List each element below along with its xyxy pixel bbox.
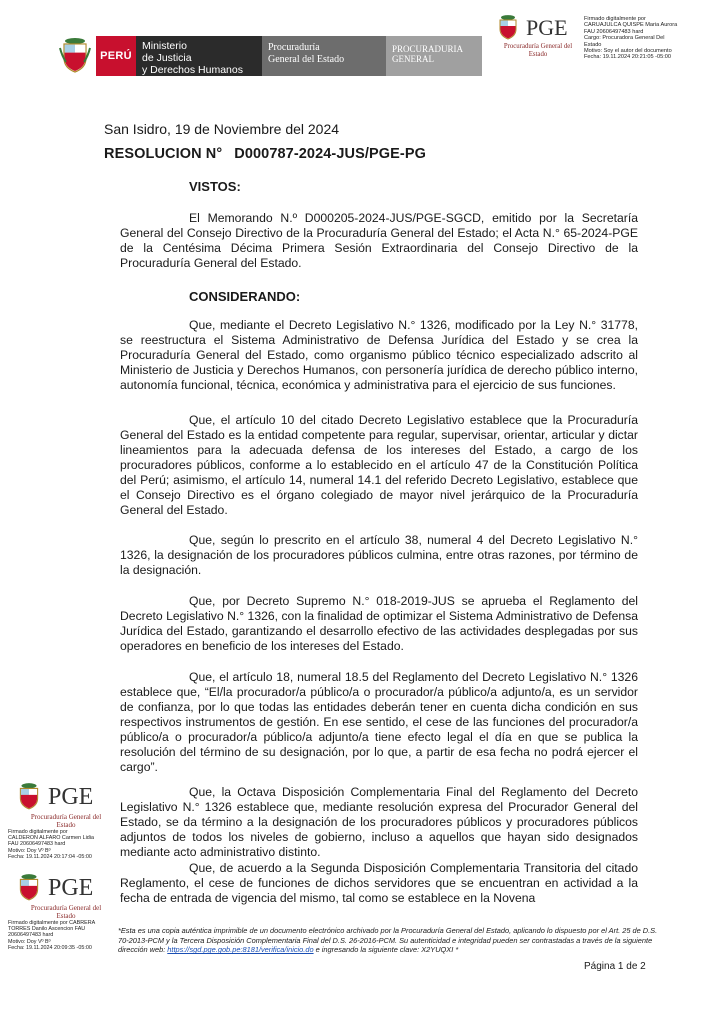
signature-left-2 <box>8 873 118 959</box>
considerando-paragraph-1: Que, mediante el Decreto Legislativo N.° 1326, modificado por la Ley N.° 31778, se reestructura el Sistema Administrativo de Defensa Jurídica del Estado y se crea la Procuraduría General del Estado, como organismo público técnico especializado adscrito al Ministerio de Justicia y Derechos Humanos, con personería jurídica de derecho público interno, autonomía funcional, técnica, económica y administrativa para el ejercicio de sus funciones. <box>120 318 638 392</box>
pge-subtitle-line-2: Estado <box>56 821 76 829</box>
peru-label: PERÚ <box>96 36 136 76</box>
page-number: Página 1 de 2 <box>584 961 646 972</box>
procuraduria-line-1: Procuraduría <box>268 42 320 53</box>
procuraduria-label <box>262 36 386 76</box>
pge-logo-left-1 <box>16 782 116 828</box>
ministry-line-1: Ministerio <box>142 40 187 52</box>
procuraduria-general-label <box>386 36 482 76</box>
pge-logo <box>496 14 580 62</box>
pge-acronym: PGE <box>526 15 568 40</box>
pge-subtitle-line-2: Estado <box>528 51 548 58</box>
considerando-heading: CONSIDERANDO: <box>189 289 301 304</box>
pge-subtitle <box>16 813 116 829</box>
resolution-number: D000787-2024-JUS/PGE-PG <box>234 146 426 162</box>
footer-note-key: e ingresando la siguiente clave: X2YUQXI * <box>313 945 459 955</box>
signature-left-1 <box>8 782 118 862</box>
considerando-paragraph-2: Que, el artículo 10 del citado Decreto Legislativo establece que la Procuraduría General del Estado es la entidad competente para regular, supervisar, orientar, articular y dictar lineamientos para la adecuada defensa de los intereses del Estado, a cargo de los procuradores públicos, conforme a lo establecido en el artículo 47 de la Constitución Política del Perú; asimismo, el artículo 14, numeral 14.1 del referido Decreto Legislativo, establece que el Consejo Directivo es el órgano colegiado de mayor nivel jerárquico de la Procuraduría General del Estado. <box>120 413 638 517</box>
procuraduria-line-2: General del Estado <box>268 54 345 65</box>
pge-subtitle <box>496 43 580 59</box>
resolution-label: RESOLUCION N° <box>104 146 223 162</box>
considerando-paragraph-6: Que, la Octava Disposición Complementaria Final del Reglamento del Decreto Legislativo N.° 1326 establece que, mediante resolución expresa del Procurador General del Estado, se da término a la designación de los procuradores públicos y procuradores públicos adjuntos de todos los niveles de gobierno, incluso a aquellos que hayan sido designados mediante acto administrativo distinto. <box>120 785 638 859</box>
pge-subtitle-line-1: Procuraduría General del <box>30 904 102 912</box>
considerando-paragraph-3: Que, según lo prescrito en el artículo 38, numeral 4 del Decreto Legislativo N.° 1326, la designación de los procuradores públicos culmina, entre otras razones, por término de la designación. <box>120 533 638 577</box>
resolution-title <box>104 146 426 162</box>
document-date: San Isidro, 19 de Noviembre del 2024 <box>104 121 340 137</box>
coat-of-arms-icon <box>58 36 92 74</box>
ministry-line-3: y Derechos Humanos <box>142 64 243 76</box>
pge-subtitle-line-2: Estado <box>56 912 76 920</box>
pge-logo-left-2 <box>16 873 116 919</box>
header-bar <box>58 36 482 76</box>
signature-top-right <box>496 14 716 64</box>
signature-top-text: Firmado digitalmente por CARUAJULCA QUISPE Maria Aurora FAU 20606497483 hard Cargo: Procuradora General Del Estado Motivo: Soy el autor del documento Fecha: 19.11.2024 20:21:05 -05:00 <box>584 16 678 61</box>
footer-authenticity-note <box>118 926 658 955</box>
ministry-label <box>136 36 262 76</box>
pge-acronym: PGE <box>48 875 94 901</box>
footer-note-text: *Esta es una copia auténtica imprimible de un documento electrónico archivado por la Procuraduría General del Estado, aplicando lo dispuesto por el Art. 25 de D.S. 70-2013-PCM y la Tercera Disposición Complementaria Final del D.S. 26-2016-PCM. Su autenticidad e integridad pueden ser contrastadas a través de la siguiente dirección web: <box>118 926 658 955</box>
signature-left-2-text: Firmado digitalmente por CABRERA TORRES Danilo Ascencion FAU 20606497483 hard Motivo: Doy Vº Bº Fecha: 19.11.2024 20:09:35 -05:00 <box>8 920 96 951</box>
procuraduria-general-line-1: PROCURADURIA <box>392 44 464 54</box>
procuraduria-general-line-2: GENERAL <box>392 54 434 64</box>
considerando-paragraph-5: Que, el artículo 18, numeral 18.5 del Reglamento del Decreto Legislativo N.° 1326 establece que, “El/la procurador/a público/a o procurador/a público/a adjunto/a, es un servidor de confianza, por lo que todas las entidades deberán tener en cuenta dicha condición en sus respectivos instrumentos de gestión. En ese sentido, el cese de las funciones del procurador/a público/a o procurador/a público/a adjunto/a tiene efecto legal el día en que se publica la resolución del término de su designación, por lo que, a partir de esa fecha no podrá ejercer el cargo”. <box>120 670 638 774</box>
pge-subtitle <box>16 904 116 920</box>
pge-seal-icon <box>16 873 42 901</box>
pge-subtitle-line-1: Procuraduría General del <box>503 43 573 50</box>
vistos-paragraph: El Memorando N.º D000205-2024-JUS/PGE-SGCD, emitido por la Secretaría General del Consejo Directivo de la Procuraduría General del Estado; el Acta N.° 65-2024-PGE de la Centésima Décima Primera Sesión Extraordinaria del Consejo Directivo de la Procuraduría General del Estado. <box>120 211 638 270</box>
pge-acronym: PGE <box>48 784 94 810</box>
pge-subtitle-line-1: Procuraduría General del <box>30 813 102 821</box>
considerando-paragraph-4: Que, por Decreto Supremo N.° 018-2019-JUS se aprueba el Reglamento del Decreto Legislativo N.° 1326, con la finalidad de optimizar el Sistema Administrativo de Defensa Jurídica del Estado, garantizando el desarrollo efectivo de las actividades desplegadas por sus operadores en beneficio de los intereses del Estado. <box>120 594 638 653</box>
pge-seal-icon <box>16 782 42 810</box>
ministry-line-2: de Justicia <box>142 52 192 64</box>
considerando-paragraph-7: Que, de acuerdo a la Segunda Disposición Complementaria Transitoria del citado Reglamento, el cese de funciones de dichos servidores que se encuentran en actividad a la fecha de entrada de vigencia del mismo, tal como se establece en la Novena <box>120 861 638 905</box>
pge-seal-icon <box>496 14 520 40</box>
verification-link[interactable]: https://sgd.pge.gob.pe:8181/verifica/inicio.do <box>167 945 314 955</box>
signature-left-1-text: Firmado digitalmente por CALDERON ALFARO Carmen Lidia FAU 20606497483 hard Motivo: Doy Vº Bº Fecha: 19.11.2024 20:17:04 -05:00 <box>8 829 94 860</box>
vistos-heading: VISTOS: <box>189 179 241 194</box>
